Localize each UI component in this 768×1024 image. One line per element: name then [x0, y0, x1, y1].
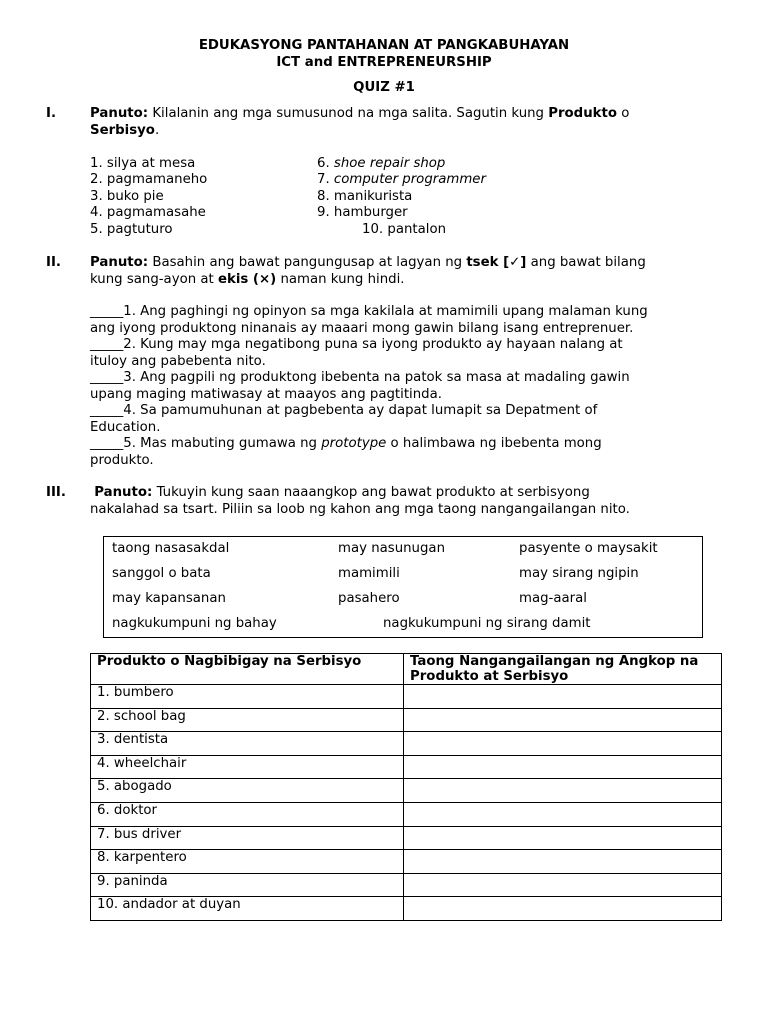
table-row [91, 755, 722, 779]
choice-item: may sirang ngipin [519, 566, 639, 581]
choice-item: taong nasasakdal [112, 541, 230, 556]
part3-numeral: III. [46, 485, 66, 500]
answer-cell[interactable] [404, 897, 722, 921]
statement-item: _____2. Kung may mga negatibong puna sa iyong produkto ay hayaan nalang at ituloy ang pabebenta nito. [90, 337, 623, 369]
table-row [91, 708, 722, 732]
choice-item: nagkukumpuni ng bahay [112, 616, 277, 631]
table-cell: 6. doktor [91, 802, 404, 826]
answer-cell[interactable] [404, 873, 722, 897]
table-cell: 8. karpentero [91, 850, 404, 874]
table-cell: 5. abogado [91, 779, 404, 803]
part1-item: 8. manikurista [317, 189, 413, 204]
table-row [91, 732, 722, 756]
part1-item: 7. computer programmer [317, 172, 486, 187]
part1-item: 5. pagtuturo [90, 222, 173, 237]
table-row [91, 826, 722, 850]
table-cell: 3. dentista [91, 732, 404, 756]
part1-item: 6. shoe repair shop [317, 156, 446, 171]
answer-cell[interactable] [404, 685, 722, 709]
table-cell: 7. bus driver [91, 826, 404, 850]
statement-item: _____4. Sa pamumuhunan at pagbebenta ay dapat lumapit sa Depatment of Education. [90, 403, 598, 435]
choice-item: pasyente o maysakit [519, 541, 658, 556]
answer-cell[interactable] [404, 850, 722, 874]
answer-cell[interactable] [404, 732, 722, 756]
part1-numeral: I. [46, 106, 56, 121]
choice-item: nagkukumpuni ng sirang damit [383, 616, 591, 631]
choice-item: may nasunugan [338, 541, 445, 556]
part3-panuto-label: Panuto: [94, 485, 153, 500]
choices-box [103, 536, 703, 638]
choice-item: mamimili [338, 566, 400, 581]
part1-item: 10. pantalon [362, 222, 447, 237]
choice-item: pasahero [338, 591, 400, 606]
document-title: EDUKASYONG PANTAHANAN AT PANGKABUHAYAN [198, 38, 570, 53]
table-row [91, 850, 722, 874]
part2-statements [90, 304, 730, 469]
answer-cell[interactable] [404, 708, 722, 732]
column-header: Taong Nangangailangan ng Angkop na Produkto at Serbisyo [404, 654, 722, 685]
answer-cell[interactable] [404, 826, 722, 850]
part3-instructions: Panuto: Tukuyin kung saan naaangkop ang bawat produkto at serbisyong nakalahad sa tsart. Piliin sa loob ng kahon ang mga taong nangangailangan nito. [90, 485, 630, 517]
part1-item: 1. silya at mesa [90, 156, 196, 171]
quiz-title: QUIZ #1 [353, 80, 415, 95]
choice-item: mag-aaral [519, 591, 587, 606]
part1-item: 9. hamburger [317, 205, 408, 220]
table-cell: 9. paninda [91, 873, 404, 897]
part2-panuto-label: Panuto: [90, 255, 149, 270]
part2-instructions: Panuto: Basahin ang bawat pangungusap at lagyan ng tsek [✓] ang bawat bilang kung sang-ayon at ekis (×) naman kung hindi. [90, 255, 646, 287]
part1-item: 2. pagmamaneho [90, 172, 208, 187]
part2-numeral: II. [46, 255, 61, 270]
document-subtitle: ICT and ENTREPRENEURSHIP [276, 55, 492, 70]
table-row [91, 897, 722, 921]
answer-cell[interactable] [404, 779, 722, 803]
answer-cell[interactable] [404, 755, 722, 779]
table-row [91, 873, 722, 897]
statement-item: _____5. Mas mabuting gumawa ng prototype o halimbawa ng ibebenta mong produkto. [90, 436, 602, 468]
table-cell: 10. andador at duyan [91, 897, 404, 921]
statement-item: _____3. Ang pagpili ng produktong ibebenta na patok sa masa at madaling gawin upang maging matiwasay at maayos ang pagtitinda. [90, 370, 630, 402]
choice-item: may kapansanan [112, 591, 226, 606]
table-row [91, 802, 722, 826]
table-row [91, 779, 722, 803]
table-header-row [91, 654, 722, 685]
part1-item: 4. pagmamasahe [90, 205, 206, 220]
table-row [91, 685, 722, 709]
table-cell: 1. bumbero [91, 685, 404, 709]
part1-item: 3. buko pie [90, 189, 164, 204]
table-cell: 4. wheelchair [91, 755, 404, 779]
table-cell: 2. school bag [91, 708, 404, 732]
statement-item: _____1. Ang paghingi ng opinyon sa mga kakilala at mamimili upang malaman kung ang iyong produktong ninanais ay maaari mong gawin bilang isang entreprenuer. [90, 304, 648, 336]
answer-table [90, 653, 722, 921]
column-header: Produkto o Nagbibigay na Serbisyo [91, 654, 404, 685]
part1-instructions: Panuto: Kilalanin ang mga sumusunod na mga salita. Sagutin kung Produkto o Serbisyo. [90, 106, 630, 138]
part1-panuto-label: Panuto: [90, 106, 149, 121]
choice-item: sanggol o bata [112, 566, 211, 581]
answer-cell[interactable] [404, 802, 722, 826]
